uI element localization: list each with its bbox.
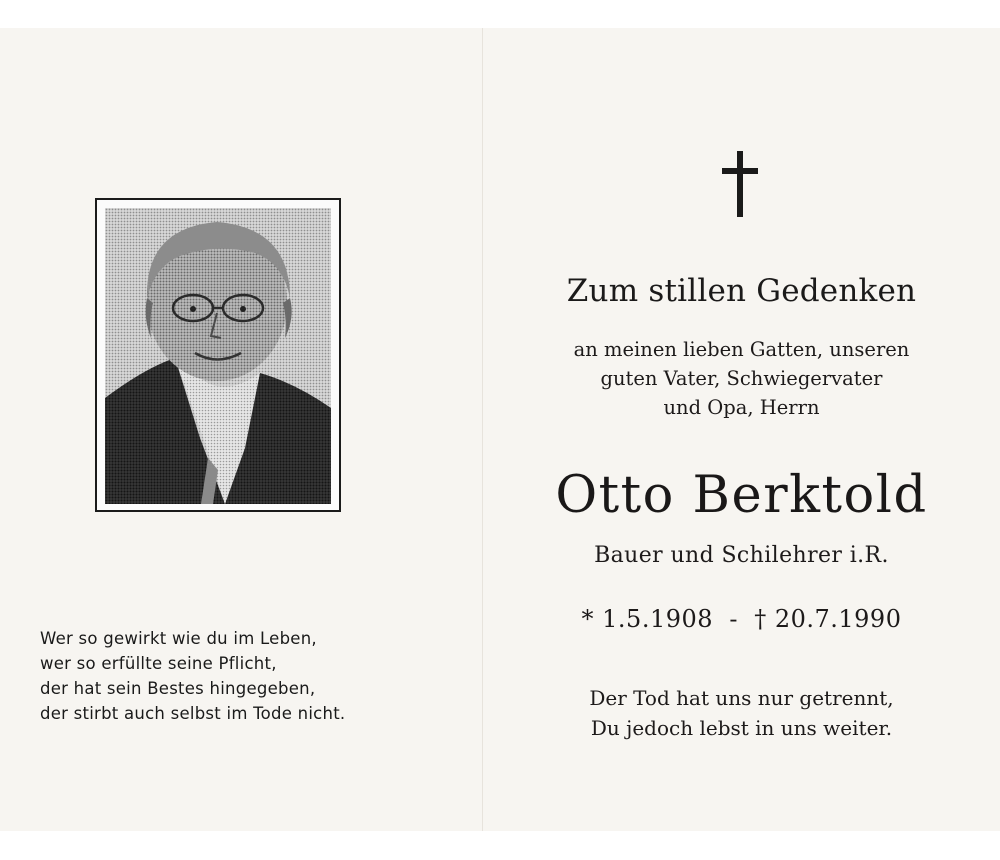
date-separator: - (729, 605, 738, 633)
quote-line: Du jedoch lebst in uns weiter. (590, 716, 893, 740)
left-panel (0, 28, 482, 831)
portrait-photo (105, 208, 331, 504)
poem-line: Wer so gewirkt wie du im Leben, (40, 629, 317, 648)
poem-line: der hat sein Bestes hingegeben, (40, 679, 316, 698)
poem (40, 626, 460, 726)
dedication-line: und Opa, Herrn (663, 396, 820, 419)
dedication (503, 335, 980, 422)
quote-line: Der Tod hat uns nur getrennt, (589, 686, 894, 710)
memorial-card (0, 28, 1000, 831)
closing-quote (503, 683, 980, 743)
dedication-line: an meinen lieben Gatten, unseren (573, 338, 910, 361)
page-title: Zum stillen Gedenken (566, 273, 917, 309)
occupation: Bauer und Schilehrer i.R. (594, 543, 889, 568)
cross-icon (720, 151, 760, 217)
life-dates (503, 605, 980, 633)
right-panel (483, 28, 1000, 831)
dedication-line: guten Vater, Schwiegervater (600, 367, 883, 390)
deceased-name: Otto Berktold (555, 466, 928, 525)
death-date: † 20.7.1990 (754, 605, 902, 633)
poem-line: der stirbt auch selbst im Tode nicht. (40, 704, 346, 723)
portrait-frame (95, 198, 341, 512)
birth-date: * 1.5.1908 (581, 605, 714, 633)
poem-line: wer so erfüllte seine Pflicht, (40, 654, 277, 673)
